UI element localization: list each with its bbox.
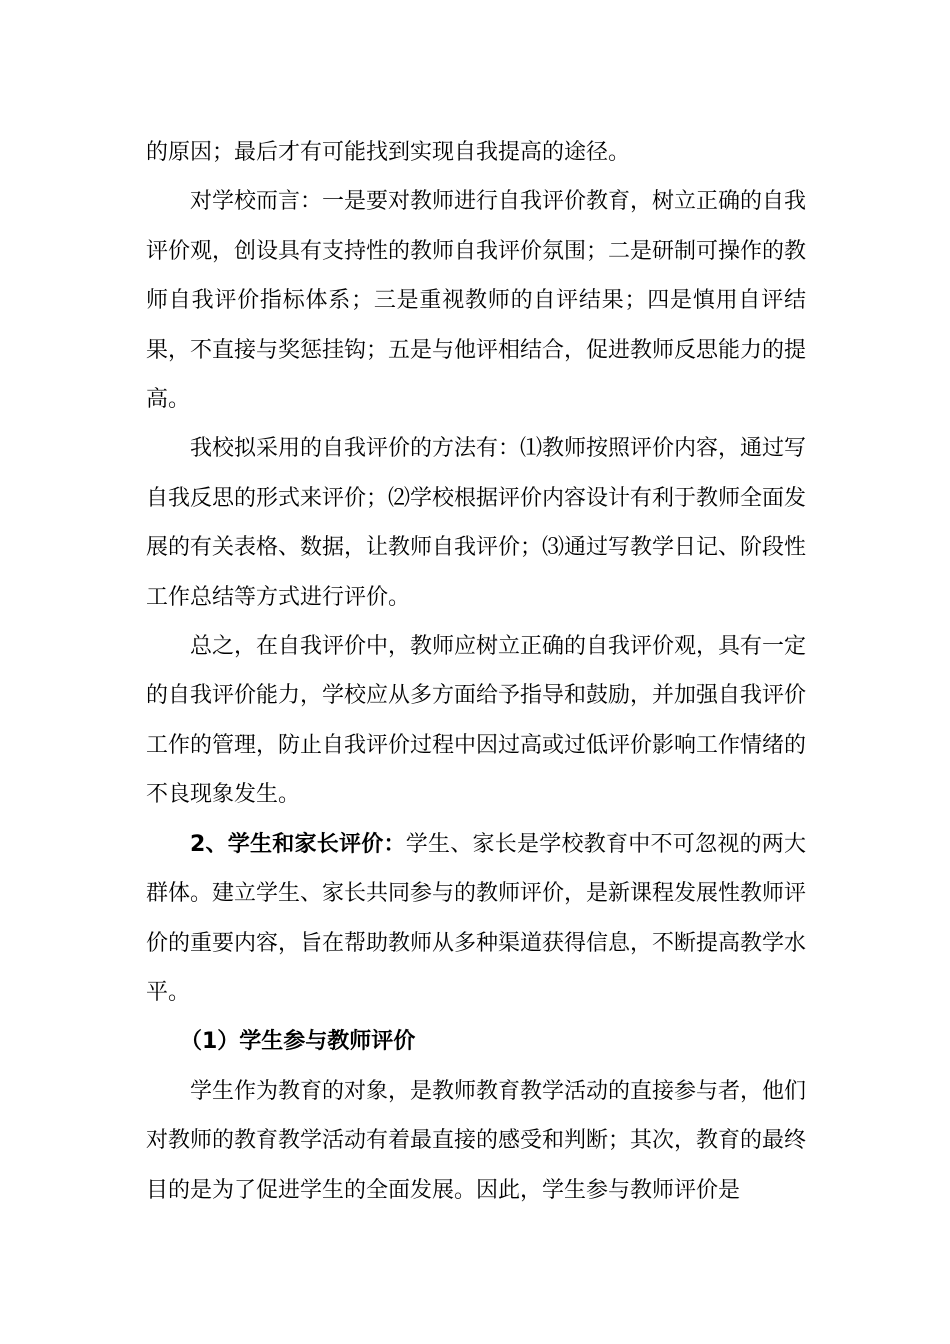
- subheading-student-participation: （1）学生参与教师评价: [180, 1029, 416, 1055]
- paragraph-continuation: 的原因；最后才有可能找到实现自我提高的途径。: [146, 140, 631, 165]
- paragraph-self-evaluation-methods: 我校拟采用的自我评价的方法有：⑴教师按照评价内容，通过写自我反思的形式来评价；⑵学校根据评价内容设计有利于教师全面发展的有关表格、数据，让教师自我评价；⑶通过写教学日记、阶段性工作总结等方式进行评价。: [146, 436, 807, 610]
- section-lead-label: 2、学生和家长评价：: [190, 831, 406, 857]
- paragraph-school-perspective: 对学校而言：一是要对教师进行自我评价教育，树立正确的自我评价观，创设具有支持性的教师自我评价氛围；二是研制可操作的教师自我评价指标体系；三是重视教师的自评结果；四是慎用自评结果，不直接与奖惩挂钩；五是与他评相结合，促进教师反思能力的提高。: [146, 189, 807, 413]
- section-lead-body: 学生、家长是学校教育中不可忽视的两大群体。建立学生、家长共同参与的教师评价，是新课程发展性教师评价的重要内容，旨在帮助教师从多种渠道获得信息，不断提高教学水平。: [146, 831, 807, 1005]
- paragraph-student-role: 学生作为教育的对象，是教师教育教学活动的直接参与者，他们对教师的教育教学活动有着最直接的感受和判断；其次，教育的最终目的是为了促进学生的全面发展。因此，学生参与教师评价是: [146, 1078, 807, 1203]
- paragraph-summary: 总之，在自我评价中，教师应树立正确的自我评价观，具有一定的自我评价能力，学校应从多方面给予指导和鼓励，并加强自我评价工作的管理，防止自我评价过程中因过高或过低评价影响工作情绪的不良现象发生。: [146, 634, 807, 808]
- paragraph-student-parent-evaluation: [146, 820, 806, 1018]
- document-body: [146, 128, 806, 1215]
